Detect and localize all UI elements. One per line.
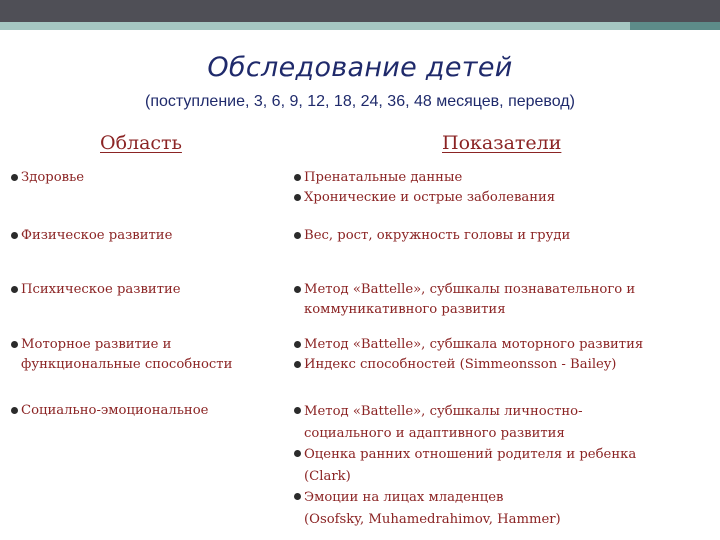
list-item — [8, 335, 278, 375]
slide-subtitle: (поступление, 3, 6, 9, 12, 18, 24, 36, 48 месяцев, перевод) — [145, 93, 575, 110]
list-item — [291, 401, 711, 444]
list-item — [291, 487, 711, 530]
column-header-area: Область — [100, 132, 182, 154]
top-accent-stripe-end — [630, 22, 720, 30]
indicator-text-continued: (Clark) — [304, 468, 351, 484]
indicators-cell — [291, 226, 711, 246]
bullet-icon — [11, 174, 18, 181]
list-item — [291, 226, 711, 246]
indicator-text-continued: социального и адаптивного развития — [304, 425, 565, 441]
indicator-text: Вес, рост, окружность головы и груди — [304, 228, 571, 243]
bullet-icon — [294, 450, 301, 457]
area-cell — [8, 335, 278, 375]
area-label-continued: функциональные способности — [21, 357, 233, 372]
bullet-icon — [11, 341, 18, 348]
list-item — [291, 168, 711, 188]
indicator-text: Хронические и острые заболевания — [304, 190, 556, 205]
bullet-icon — [294, 194, 301, 201]
bullet-icon — [11, 286, 18, 293]
indicators-cell — [291, 280, 711, 320]
top-accent-stripe — [0, 22, 720, 30]
bullet-icon — [294, 341, 301, 348]
bullet-icon — [11, 407, 18, 414]
indicator-text: Индекс способностей (Simmeonsson - Bailey) — [304, 357, 617, 372]
list-item — [8, 401, 278, 421]
area-label: Психическое развитие — [21, 282, 181, 297]
indicators-cell — [291, 401, 711, 530]
area-cell — [8, 401, 278, 421]
bullet-icon — [294, 232, 301, 239]
area-cell — [8, 280, 268, 300]
list-item — [291, 444, 711, 487]
indicator-text-continued: (Osofsky, Muhamedrahimov, Hammer) — [304, 511, 561, 527]
area-label: Физическое развитие — [21, 228, 173, 243]
list-item — [291, 280, 711, 320]
bullet-icon — [294, 493, 301, 500]
indicator-text: Метод «Battelle», субшкала моторного развития — [304, 337, 644, 352]
list-item — [291, 355, 711, 375]
indicators-cell — [291, 335, 711, 375]
area-label: Моторное развитие и — [21, 337, 172, 352]
area-cell — [8, 226, 268, 246]
indicator-text: Оценка ранних отношений родителя и ребенка — [304, 447, 637, 462]
list-item — [8, 226, 268, 246]
list-item — [8, 168, 268, 188]
area-label: Здоровье — [21, 170, 85, 185]
area-label: Социально-эмоциональное — [21, 403, 209, 418]
list-item — [291, 335, 711, 355]
area-cell — [8, 168, 268, 188]
indicator-text: Эмоции на лицах младенцев — [304, 490, 504, 505]
column-header-indicators: Показатели — [442, 132, 562, 154]
bullet-icon — [294, 361, 301, 368]
indicators-cell — [291, 168, 711, 208]
slide-title: Обследование детей — [207, 52, 513, 83]
list-item — [8, 280, 268, 300]
bullet-icon — [294, 407, 301, 414]
title-band-right — [425, 30, 720, 48]
indicator-text: Метод «Battelle», субшкалы личностно- — [304, 404, 583, 419]
indicator-text-continued: коммуникативного развития — [304, 302, 506, 317]
indicator-text: Пренатальные данные — [304, 170, 463, 185]
top-decorative-bar — [0, 0, 720, 22]
bullet-icon — [294, 174, 301, 181]
bullet-icon — [11, 232, 18, 239]
bullet-icon — [294, 286, 301, 293]
list-item — [291, 188, 711, 208]
indicator-text: Метод «Battelle», субшкалы познавательного и — [304, 282, 636, 297]
title-band-left — [0, 30, 425, 48]
